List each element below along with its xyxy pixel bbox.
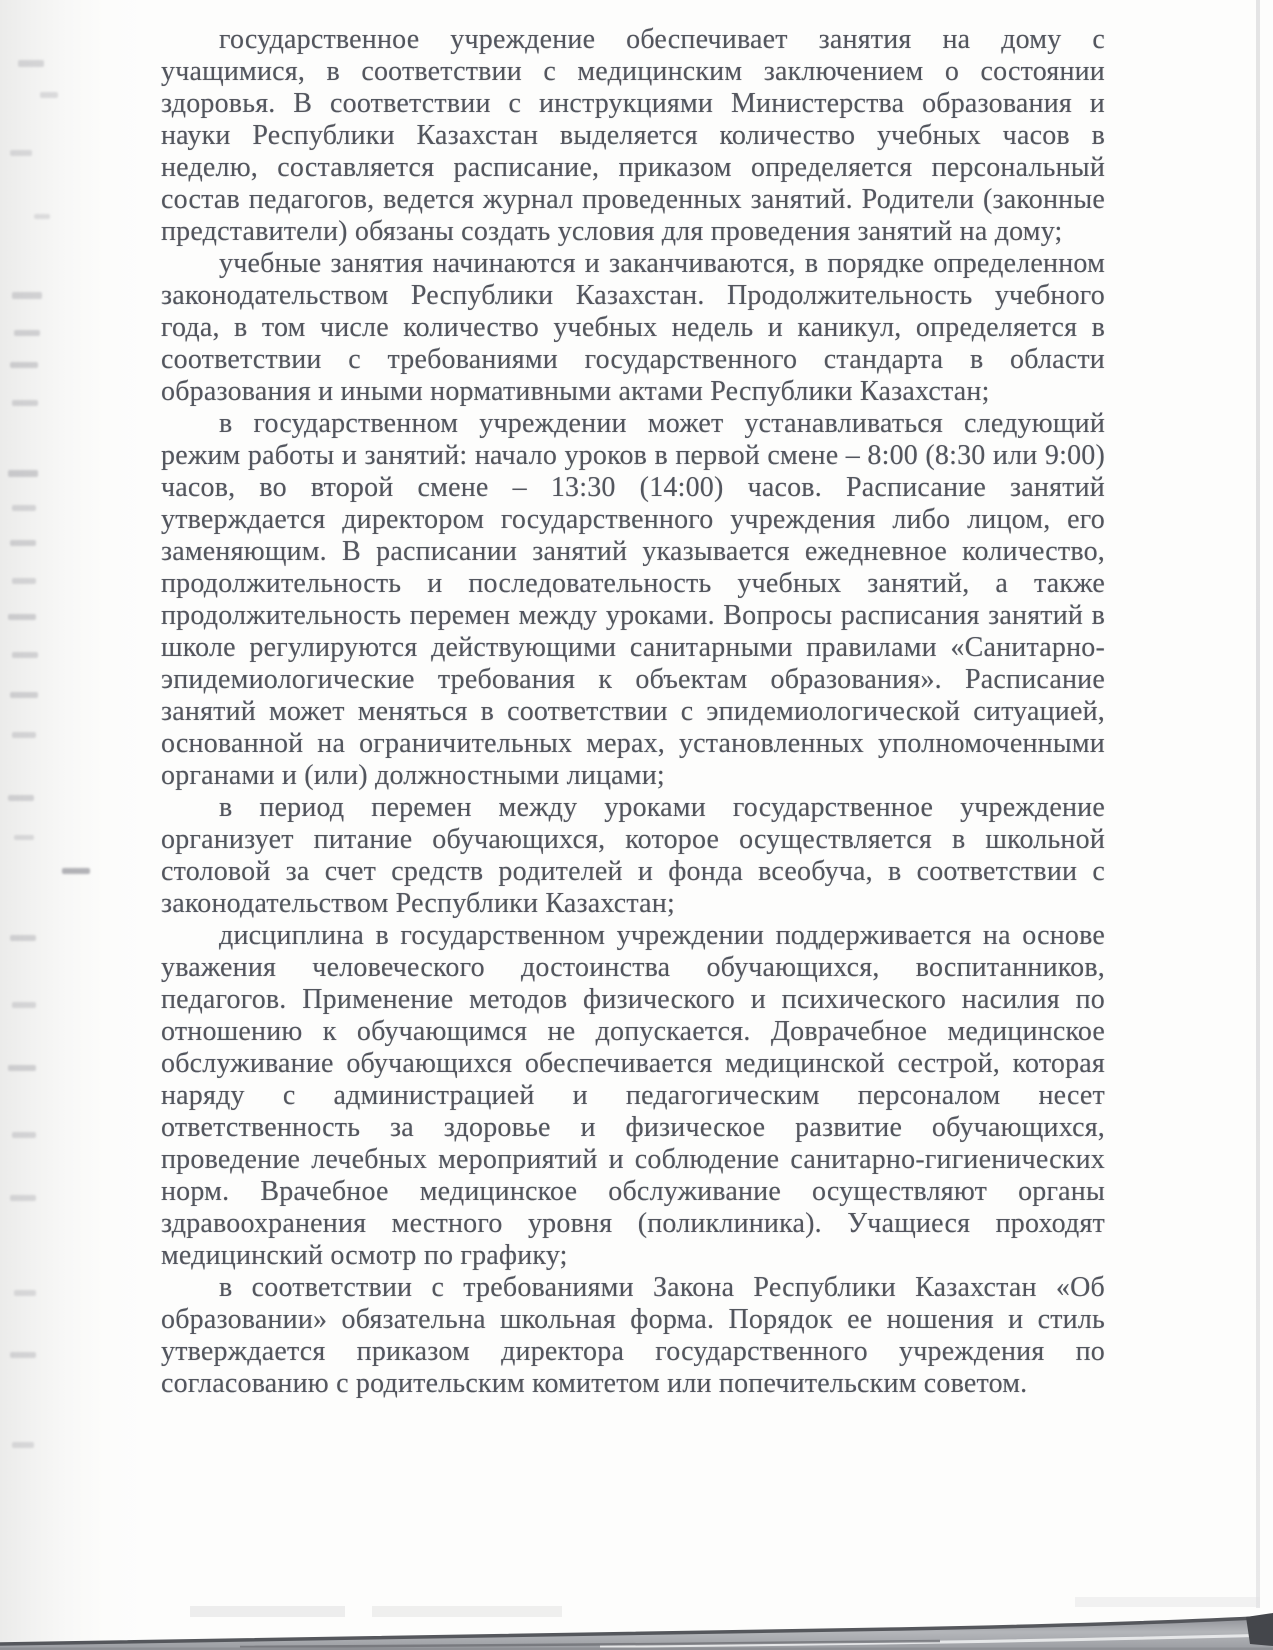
scan-artifact [62,868,90,874]
scan-artifact [12,1002,36,1008]
document-text-block [161,24,1105,1400]
paragraph-schedule: в государственном учреждении может устанавливаться следующий режим работы и занятий: начало уроков в первой смене – 8:00 (8:30 или 9:00) часов, во второй смене – 13:30 (14:00) часов. Расписание занятий утверждается директором государственного учреждения либо лицом, его заменяющим. В расписании занятий указывается ежедневное количество, продолжительность и последовательность учебных занятий, а также продолжительность перемен между уроками. Вопросы расписания занятий в школе регулируются действующими санитарными правилами «Санитарно-эпидемиологические требования к объектам образования». Расписание занятий может меняться в соответствии с эпидемиологической ситуацией, основанной на ограничительных мерах, установленных уполномоченными органами и (или) должностными лицами; [161,408,1105,791]
scan-artifact [14,330,40,336]
scan-artifact [10,1195,36,1201]
paragraph-school-year: учебные занятия начинаются и заканчиваются, в порядке определенном законодательством Республики Казахстан. Продолжительность учебного года, в том числе количество учебных недель и каникул, определяется в соответствии с требованиями государственного стандарта в области образования и иными нормативными актами Республики Казахстан; [161,248,1105,407]
scan-line-right [1256,0,1260,1608]
scan-artifact [8,470,38,477]
scan-artifact [8,795,34,801]
scan-artifact [12,292,42,299]
scan-artifact [10,362,38,368]
scan-artifact [10,150,32,156]
scan-artifact [12,1442,34,1448]
scan-artifact [12,578,36,584]
scan-artifact [40,92,58,98]
scan-artifact [12,400,38,406]
scan-artifact [14,835,34,840]
scan-artifact [10,692,38,698]
scan-artifact [12,732,36,738]
scan-artifact [8,614,36,620]
scan-artifact [12,1132,36,1138]
scan-artifact [10,1352,36,1358]
scan-edge-bottom [0,1590,1273,1650]
paragraph-school-uniform: в соответствии с требованиями Закона Республики Казахстан «Об образовании» обязательна школьная форма. Порядок ее ношения и стиль утверждается приказом директора государственного учреждения по согласованию с родительским комитетом или попечительским советом. [161,1272,1105,1399]
paragraph-discipline-medical: дисциплина в государственном учреждении поддерживается на основе уважения человеческого достоинства обучающихся, воспитанников, педагогов. Применение методов физического и психического насилия по отношению к обучающимся не допускается. Доврачебное медицинское обслуживание обучающихся обеспечивается медицинской сестрой, которая наряду с администрацией и педагогическим персоналом несет ответственность за здоровье и физическое развитие обучающихся, проведение лечебных мероприятий и соблюдение санитарно-гигиенических норм. Врачебное медицинское обслуживание осуществляют органы здравоохранения местного уровня (поликлиника). Учащиеся проходят медицинский осмотр по графику; [161,920,1105,1271]
paragraph-meals: в период перемен между уроками государственное учреждение организует питание обучающихся, которое осуществляется в школьной столовой за счет средств родителей и фонда всеобуча, в соответствии с законодательством Республики Казахстан; [161,792,1105,919]
scan-shadow-left [0,0,150,1650]
scan-artifact [10,540,36,546]
scan-artifact [12,505,36,511]
scan-artifact [34,214,50,219]
scan-artifact [8,1065,36,1071]
scan-artifact [10,935,36,941]
scan-artifact [18,60,44,67]
scan-artifact [12,652,38,658]
scan-artifact [14,1290,36,1296]
paragraph-home-schooling: государственное учреждение обеспечивает занятия на дому с учащимися, в соответствии с медицинским заключением о состоянии здоровья. В соответствии с инструкциями Министерства образования и науки Республики Казахстан выделяется количество учебных часов в неделю, составляется расписание, приказом определяется персональный состав педагогов, ведется журнал проведенных занятий. Родители (законные представители) обязаны создать условия для проведения занятий на дому; [161,24,1105,247]
